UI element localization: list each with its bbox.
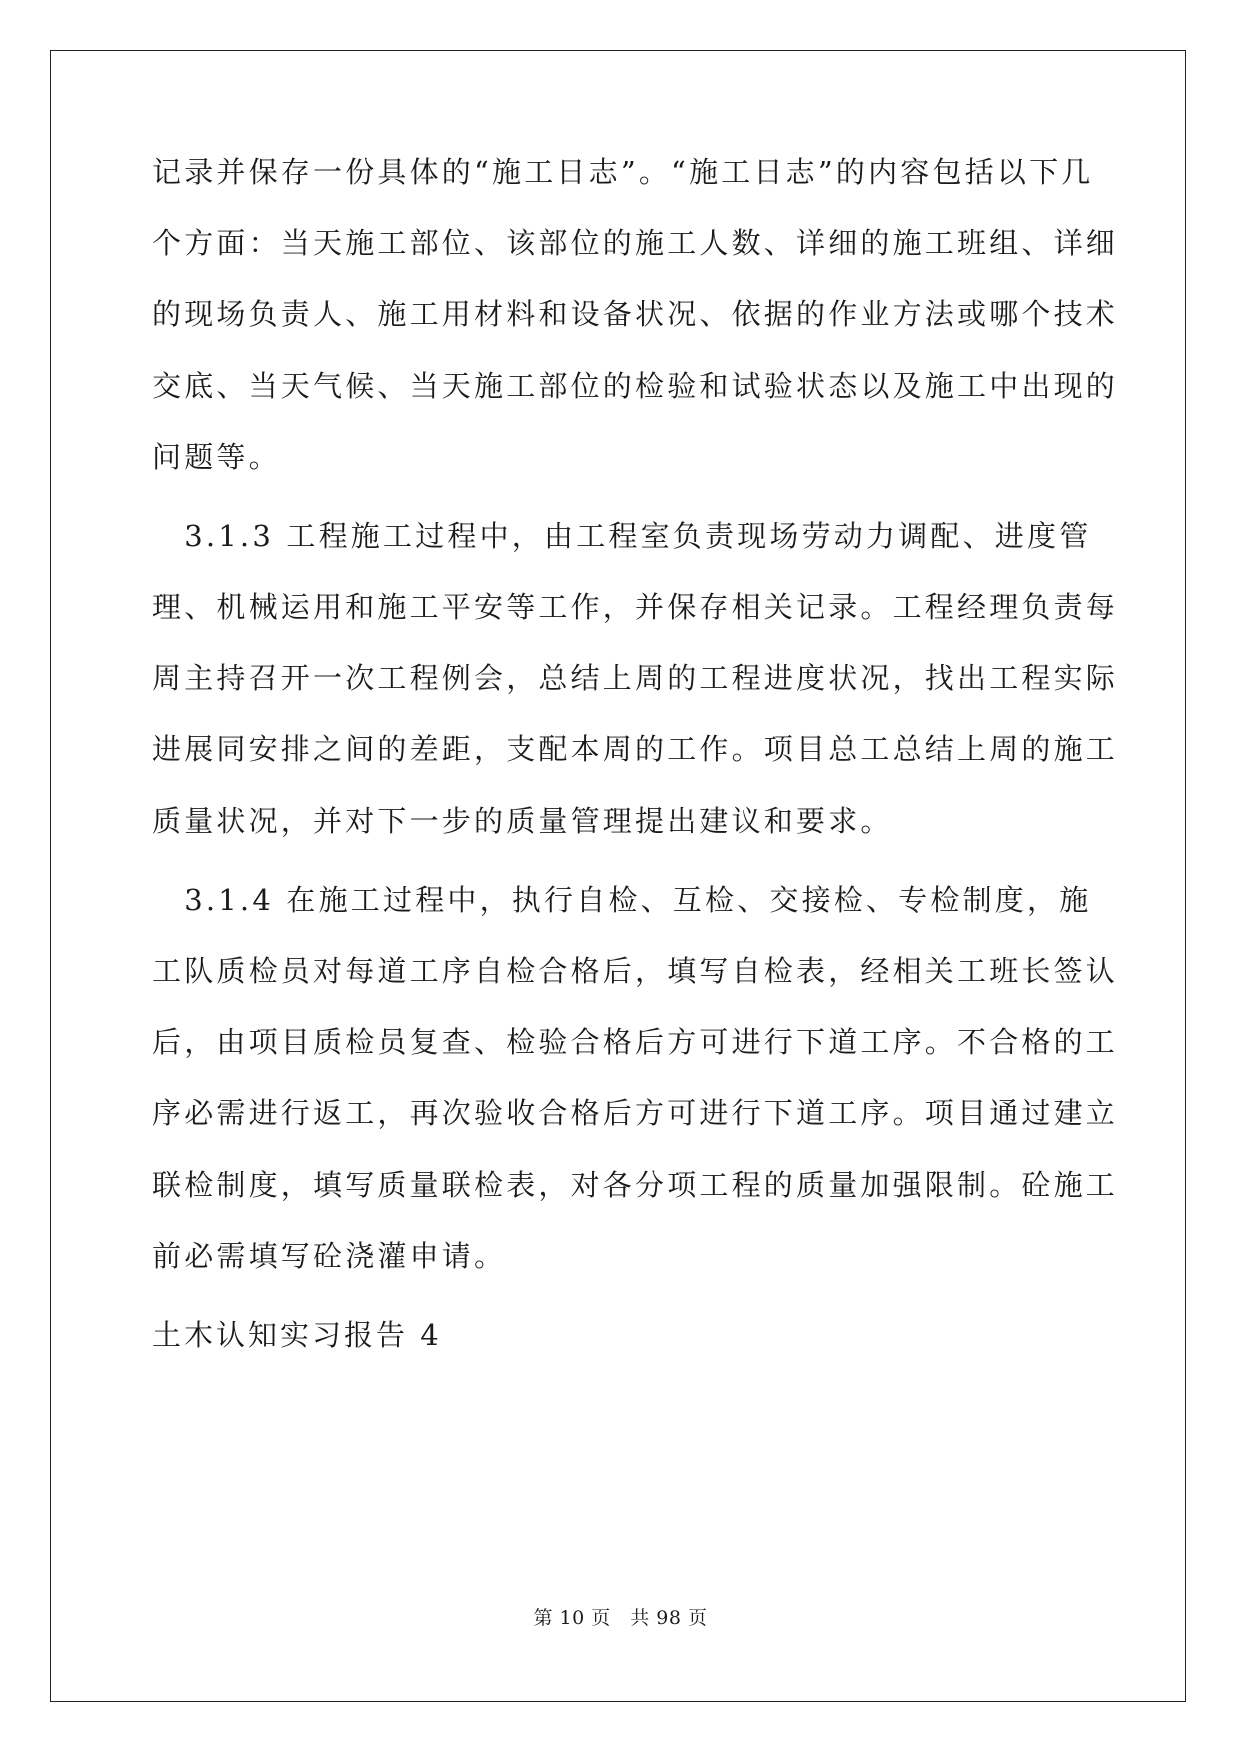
paragraph-line-6: 3.1.3 工程施工过程中，由工程室负责现场劳动力调配、进度管: [152, 519, 1092, 553]
paragraph-line-15: 联检制度，填写质量联检表，对各分项工程的质量加强限制。砼施工: [152, 1168, 1119, 1202]
page-number: 第 10 页 共 98 页: [533, 1607, 708, 1629]
paragraph-line-16: 前必需填写砼浇灌申请。: [152, 1239, 507, 1273]
paragraph-line-1: 记录并保存一份具体的“施工日志”。“施工日志”的内容包括以下几: [152, 155, 1094, 189]
paragraph-line-10: 质量状况，并对下一步的质量管理提出建议和要求。: [152, 804, 893, 838]
paragraph-line-13: 后，由项目质检员复查、检验合格后方可进行下道工序。不合格的工: [152, 1025, 1119, 1059]
paragraph-line-14: 序必需进行返工，再次验收合格后方可进行下道工序。项目通过建立: [152, 1096, 1119, 1130]
paragraph-line-8: 周主持召开一次工程例会，总结上周的工程进度状况，找出工程实际: [152, 661, 1119, 695]
paragraph-line-3: 的现场负责人、施工用材料和设备状况、依据的作业方法或哪个技术: [152, 297, 1119, 331]
paragraph-line-12: 工队质检员对每道工序自检合格后，填写自检表，经相关工班长签认: [152, 954, 1119, 988]
paragraph-line-4: 交底、当天气候、当天施工部位的检验和试验状态以及施工中出现的: [152, 369, 1119, 403]
paragraph-line-5: 问题等。: [152, 440, 281, 474]
paragraph-line-2: 个方面：当天施工部位、该部位的施工人数、详细的施工班组、详细: [152, 226, 1119, 260]
page-footer: [0, 1603, 1241, 1630]
section-heading: 土木认知实习报告 4: [152, 1318, 442, 1352]
paragraph-line-11: 3.1.4 在施工过程中，执行自检、互检、交接检、专检制度，施: [152, 883, 1092, 917]
paragraph-line-9: 进展同安排之间的差距，支配本周的工作。项目总工总结上周的施工: [152, 732, 1119, 766]
paragraph-line-7: 理、机械运用和施工平安等工作，并保存相关记录。工程经理负责每: [152, 590, 1119, 624]
